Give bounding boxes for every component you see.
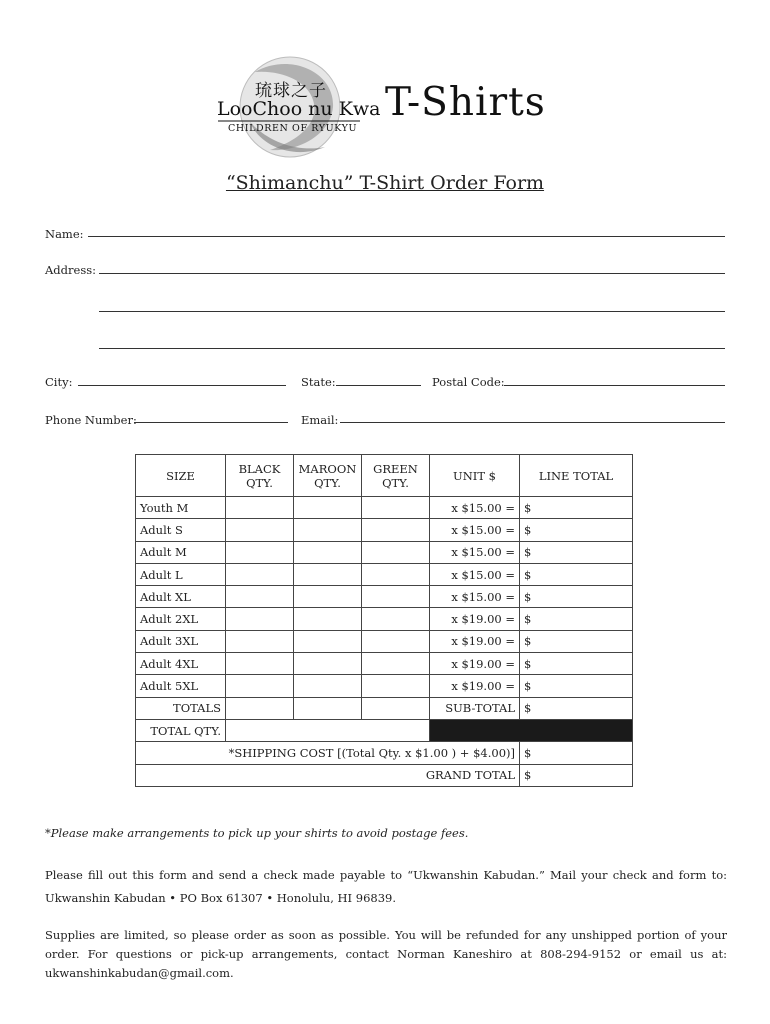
postal-code-label: Postal Code: <box>432 375 505 389</box>
header-line-total: LINE TOTAL <box>520 455 633 497</box>
green-qty-cell[interactable] <box>362 541 430 563</box>
address-line-1[interactable] <box>99 273 725 274</box>
grand-total-row <box>136 764 633 786</box>
city-label: City: <box>45 375 73 389</box>
state-line[interactable] <box>336 385 421 386</box>
black-qty-cell[interactable] <box>226 630 294 652</box>
logo-title: T-Shirts <box>385 80 546 125</box>
line-total-cell[interactable]: $ <box>520 563 633 585</box>
table-row <box>136 608 633 630</box>
line-total-cell[interactable]: $ <box>520 675 633 697</box>
maroon-qty-cell[interactable] <box>294 653 362 675</box>
total-green-cell[interactable] <box>362 697 430 719</box>
green-qty-cell[interactable] <box>362 497 430 519</box>
subtotal-label: SUB-TOTAL <box>430 697 520 719</box>
table-row <box>136 630 633 652</box>
city-line[interactable] <box>78 385 286 386</box>
grand-total-value[interactable]: $ <box>520 764 633 786</box>
header-black-qty: BLACK QTY. <box>226 455 294 497</box>
size-cell: Adult 4XL <box>136 653 226 675</box>
email-line[interactable] <box>340 422 725 423</box>
total-qty-label: TOTAL QTY. <box>136 719 226 741</box>
green-qty-cell[interactable] <box>362 608 430 630</box>
unit-price-cell: x $19.00 = <box>430 675 520 697</box>
size-cell: Adult XL <box>136 586 226 608</box>
unit-price-cell: x $15.00 = <box>430 519 520 541</box>
header-unit: UNIT $ <box>430 455 520 497</box>
total-maroon-cell[interactable] <box>294 697 362 719</box>
grand-total-label: GRAND TOTAL <box>136 764 520 786</box>
header-green-qty: GREEN QTY. <box>362 455 430 497</box>
header-size: SIZE <box>136 455 226 497</box>
logo-kanji: 琉球之子 <box>255 81 327 101</box>
address-line-3[interactable] <box>99 348 725 349</box>
address-line-2[interactable] <box>99 311 725 312</box>
table-row <box>136 519 633 541</box>
line-total-cell[interactable]: $ <box>520 608 633 630</box>
name-label: Name: <box>45 227 84 241</box>
table-row <box>136 586 633 608</box>
totals-label: TOTALS <box>136 697 226 719</box>
unit-price-cell: x $15.00 = <box>430 541 520 563</box>
unit-price-cell: x $15.00 = <box>430 563 520 585</box>
shipping-value[interactable]: $ <box>520 742 633 764</box>
size-cell: Adult M <box>136 541 226 563</box>
green-qty-cell[interactable] <box>362 653 430 675</box>
maroon-qty-cell[interactable] <box>294 563 362 585</box>
black-qty-cell[interactable] <box>226 586 294 608</box>
form-title-text: “Shimanchu” T-Shirt Order Form <box>225 172 545 194</box>
green-qty-cell[interactable] <box>362 519 430 541</box>
maroon-qty-cell[interactable] <box>294 586 362 608</box>
order-table <box>135 454 633 787</box>
unit-price-cell: x $19.00 = <box>430 653 520 675</box>
subtotal-value[interactable]: $ <box>520 697 633 719</box>
name-line[interactable] <box>88 236 725 237</box>
header-maroon-qty: MAROON QTY. <box>294 455 362 497</box>
unit-price-cell: x $15.00 = <box>430 586 520 608</box>
black-qty-cell[interactable] <box>226 675 294 697</box>
table-row <box>136 497 633 519</box>
logo <box>215 52 560 162</box>
maroon-qty-cell[interactable] <box>294 675 362 697</box>
black-qty-cell[interactable] <box>226 497 294 519</box>
logo-subtitle: CHILDREN OF RYUKYU <box>228 123 358 134</box>
line-total-cell[interactable]: $ <box>520 541 633 563</box>
maroon-qty-cell[interactable] <box>294 519 362 541</box>
maroon-qty-cell[interactable] <box>294 497 362 519</box>
table-row <box>136 563 633 585</box>
black-qty-cell[interactable] <box>226 541 294 563</box>
line-total-cell[interactable]: $ <box>520 630 633 652</box>
size-cell: Adult S <box>136 519 226 541</box>
maroon-qty-cell[interactable] <box>294 608 362 630</box>
table-row <box>136 675 633 697</box>
line-total-cell[interactable]: $ <box>520 497 633 519</box>
black-qty-cell[interactable] <box>226 519 294 541</box>
maroon-qty-cell[interactable] <box>294 541 362 563</box>
total-qty-row <box>136 719 633 741</box>
size-cell: Adult L <box>136 563 226 585</box>
line-total-cell[interactable]: $ <box>520 653 633 675</box>
unit-price-cell: x $15.00 = <box>430 497 520 519</box>
pickup-note: *Please make arrangements to pick up your shirts to avoid postage fees. <box>45 826 469 840</box>
black-qty-cell[interactable] <box>226 563 294 585</box>
black-qty-cell[interactable] <box>226 653 294 675</box>
total-black-cell[interactable] <box>226 697 294 719</box>
green-qty-cell[interactable] <box>362 630 430 652</box>
phone-line[interactable] <box>134 422 288 423</box>
address-label: Address: <box>45 263 97 277</box>
size-rows <box>136 497 633 698</box>
green-qty-cell[interactable] <box>362 563 430 585</box>
mail-instructions: Please fill out this form and send a check made payable to “Ukwanshin Kabudan.” Mail your check and form to: Ukwanshin Kabudan • PO Box 61307 • Honolulu, HI 96839. <box>45 868 727 905</box>
size-cell: Adult 2XL <box>136 608 226 630</box>
line-total-cell[interactable]: $ <box>520 519 633 541</box>
total-qty-cell[interactable] <box>226 719 430 741</box>
logo-name: LooChoo nu Kwa <box>217 98 381 120</box>
table-row <box>136 541 633 563</box>
green-qty-cell[interactable] <box>362 675 430 697</box>
postal-code-line[interactable] <box>504 385 725 386</box>
shipping-label: *SHIPPING COST [(Total Qty. x $1.00 ) + $4.00)] <box>136 742 520 764</box>
unit-price-cell: x $19.00 = <box>430 630 520 652</box>
line-total-cell[interactable]: $ <box>520 586 633 608</box>
maroon-qty-cell[interactable] <box>294 630 362 652</box>
email-label: Email: <box>301 413 339 427</box>
size-cell: Adult 3XL <box>136 630 226 652</box>
supplies-note: Supplies are limited, so please order as soon as possible. You will be refunded for any unshipped portion of your order. For questions or pick-up arrangements, contact Norman Kaneshiro at 808-294-9152 or email us at: ukwanshinkabudan@gmail.com. <box>45 928 727 980</box>
phone-label: Phone Number: <box>45 413 137 427</box>
size-cell: Adult 5XL <box>136 675 226 697</box>
total-qty-shaded-cell <box>430 719 633 741</box>
black-qty-cell[interactable] <box>226 608 294 630</box>
state-label: State: <box>301 375 336 389</box>
unit-price-cell: x $19.00 = <box>430 608 520 630</box>
shipping-row <box>136 742 633 764</box>
green-qty-cell[interactable] <box>362 586 430 608</box>
table-row <box>136 653 633 675</box>
form-title <box>0 172 770 194</box>
table-header-row <box>136 455 633 497</box>
totals-row <box>136 697 633 719</box>
size-cell: Youth M <box>136 497 226 519</box>
